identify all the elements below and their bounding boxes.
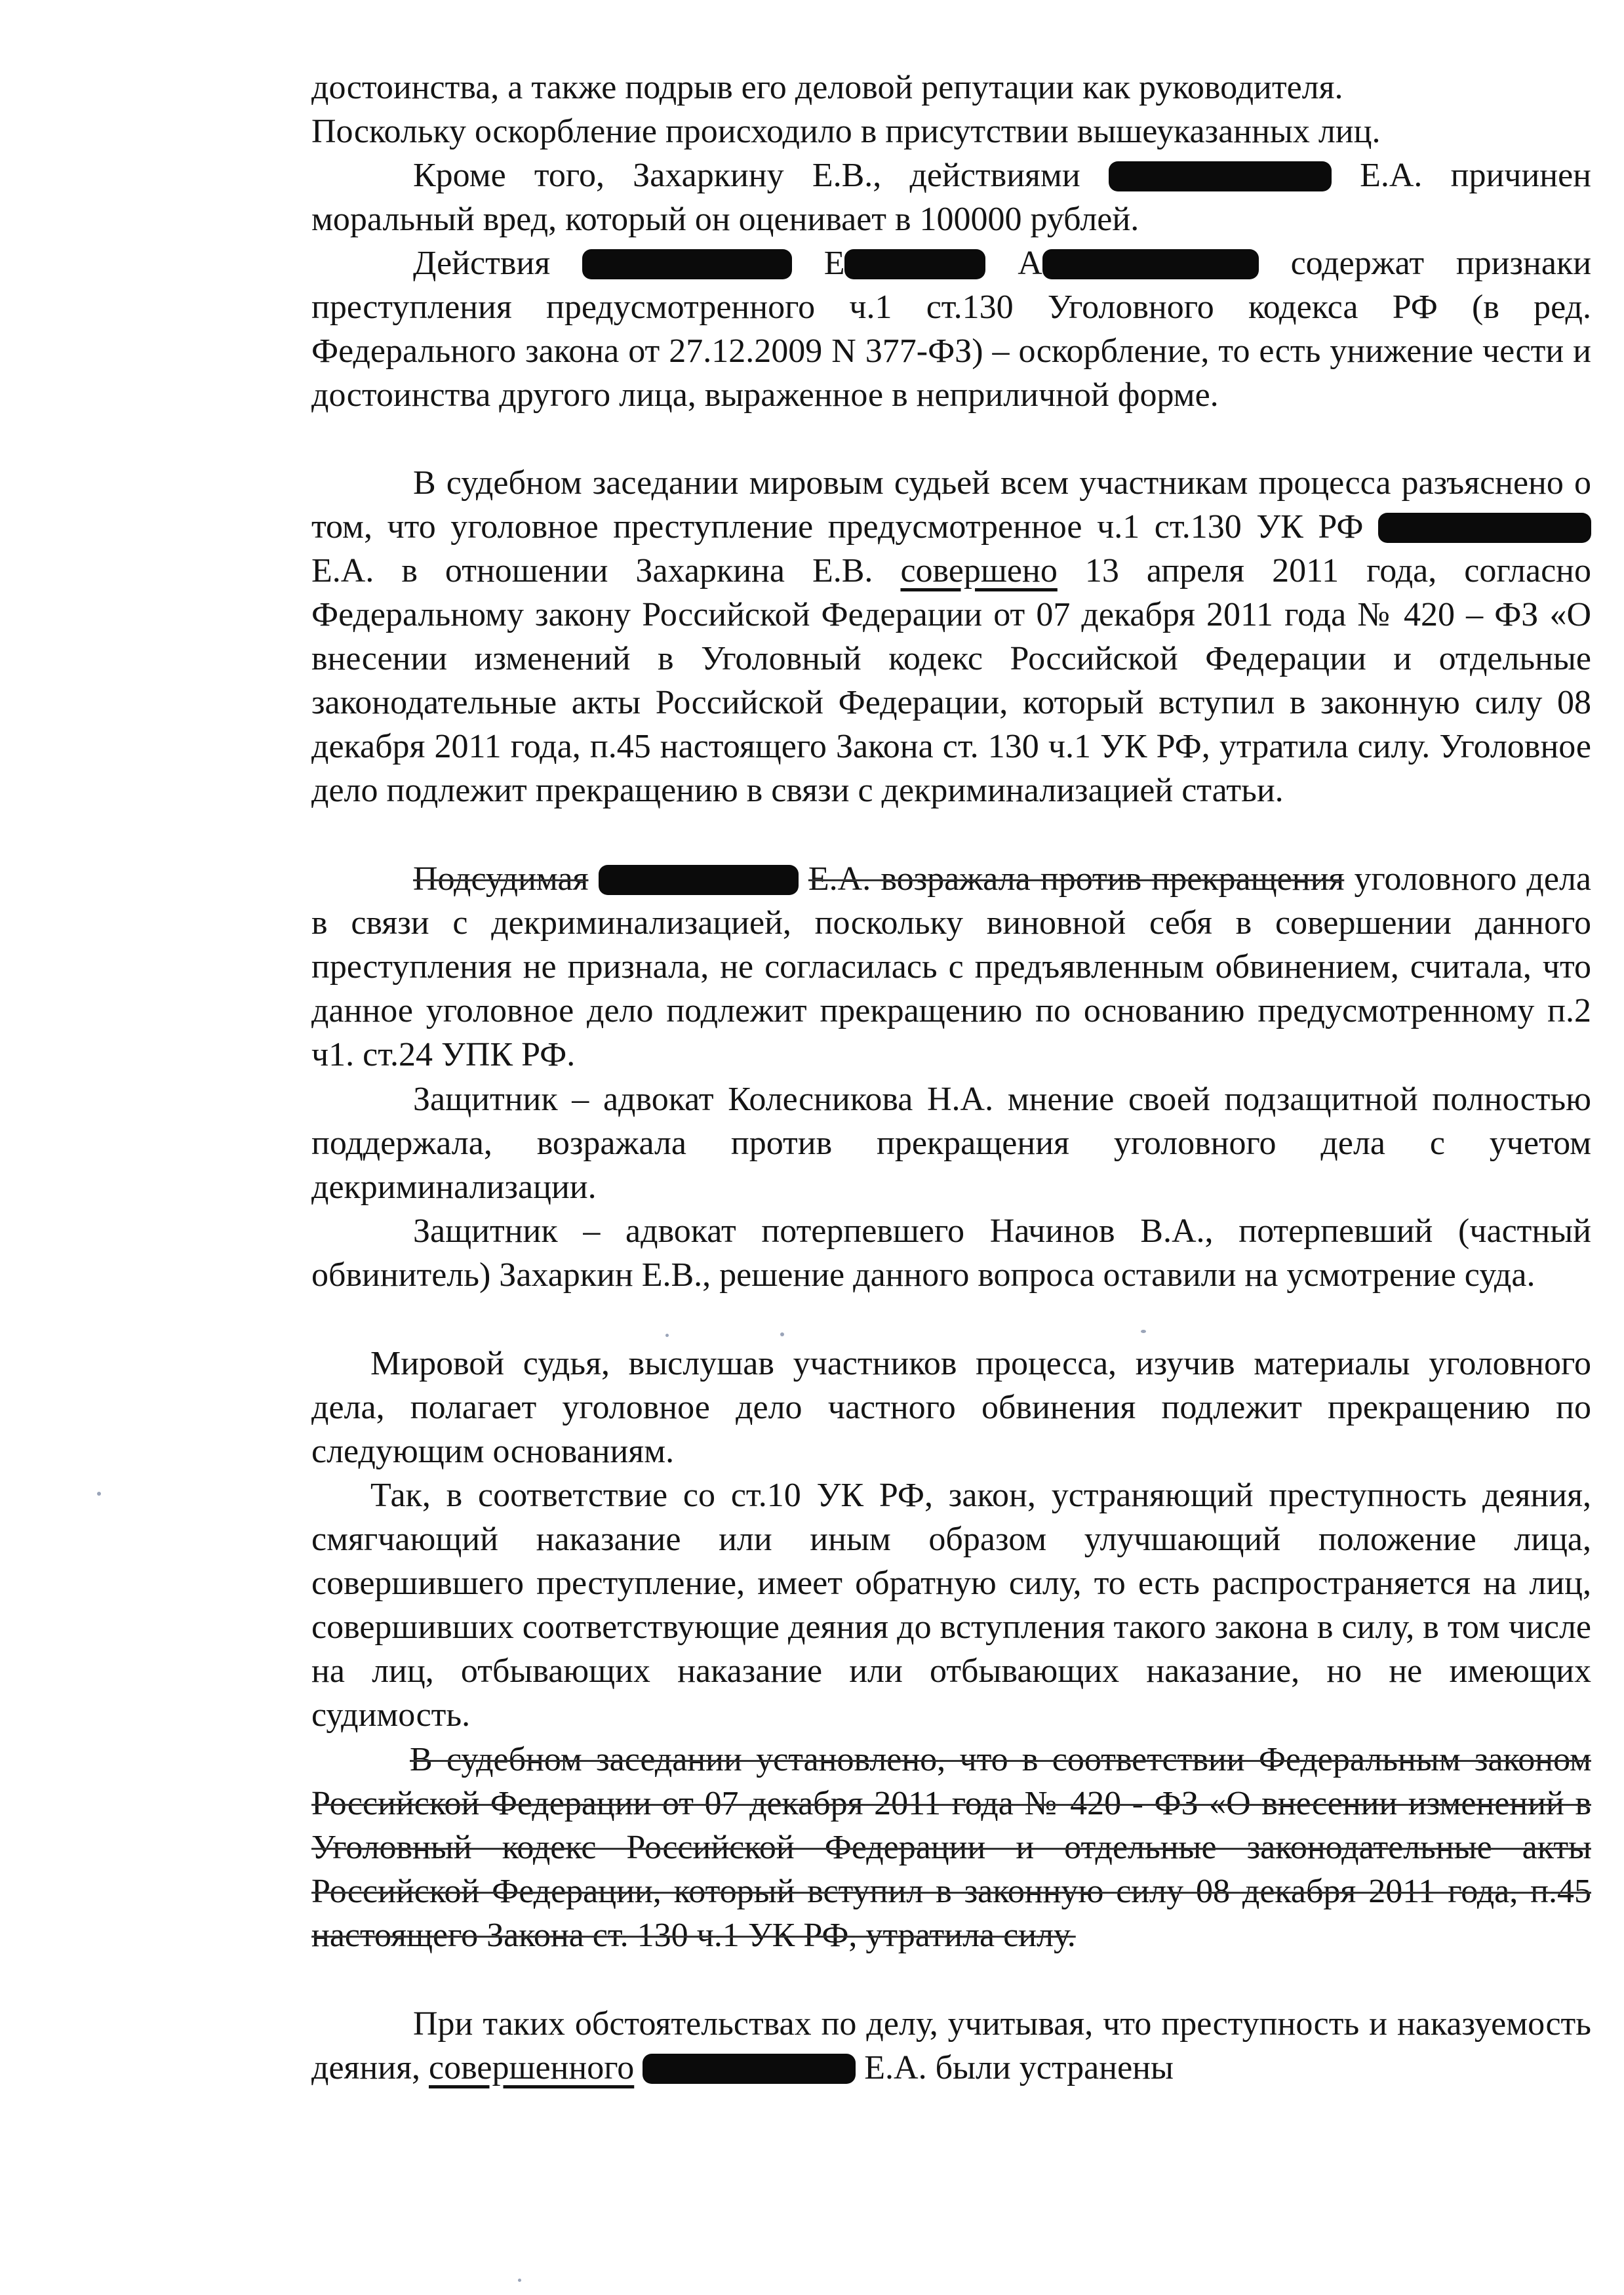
paragraph-4-text-b: Е.А. возражала против прекращения <box>808 860 1345 898</box>
paragraph-8: Так, в соответствие со ст.10 УК РФ, закон, устраняющий преступность деяния, смягчающий наказание или иным образом улучшающий положение лица, совершившего преступление, имеет обратную силу, то есть распространяется на лиц, совершивших соответствующие деяния до вступления такого закона в силу, в том числе на лиц, отбывающих наказание или отбывающих наказание, но не имеющих судимость. <box>311 1477 1591 1734</box>
redaction-bar <box>1109 161 1332 191</box>
scan-speck <box>665 1334 669 1337</box>
paragraph-10 <box>311 2002 1591 2090</box>
scan-speck <box>518 2279 521 2282</box>
redaction-bar <box>1378 513 1591 543</box>
paragraph-1 <box>311 153 1591 241</box>
paragraph-0 <box>311 66 1591 153</box>
redaction-bar <box>844 249 985 279</box>
paragraph-2-text-a: Действия <box>413 245 551 282</box>
paragraph-3-text-b: Е.А. в отношении Захаркина Е.В. <box>311 552 873 589</box>
paragraph-9 <box>311 1738 1591 1957</box>
paragraph-0-line-1: достоинства, а также подрыв его деловой репутации как руководителя. <box>311 69 1343 106</box>
paragraph-4 <box>311 857 1591 1077</box>
scan-speck <box>97 1492 101 1496</box>
scan-speck <box>1141 1330 1146 1333</box>
paragraph-4-text-c: уголовного дела в связи с декриминализацией, поскольку виновной себя в совершении данного преступления не признала, не согласилась с предъявленным обвинением, считала, что данное уголовное дело подлежит прекращению по основанию предусмотренному п.2 ч1. ст.24 УПК РФ. <box>311 860 1591 1073</box>
paragraph-10-text-a: При таких обстоятельствах по делу, учитывая, что преступность и наказуемость деяния, <box>311 2005 1591 2086</box>
paragraph-2-text-d: содержат признаки преступления предусмотренного ч.1 ст.130 Уголовного кодекса РФ (в ред. Федерального закона от 27.12.2009 N 377-ФЗ) – оскорбление, то есть унижение чести и достоинства другого лица, выраженное в неприличной форме. <box>311 245 1592 414</box>
redaction-bar <box>582 249 792 279</box>
paragraph-2 <box>311 241 1591 417</box>
paragraph-6: Защитник – адвокат потерпевшего Начинов В.А., потерпевший (частный обвинитель) Захаркин Е.В., решение данного вопроса оставили на усмотрение суда. <box>311 1212 1591 1294</box>
scan-speck <box>780 1332 784 1336</box>
paragraph-2-text-b: Е <box>823 245 845 282</box>
paragraph-3-text-a: В судебном заседании мировым судьей всем участникам процесса разъяснено о том, что уголовное преступление предусмотренное ч.1 ст.130 УК РФ <box>311 464 1591 546</box>
underlined-word: совершено <box>900 552 1058 589</box>
paragraph-4-text-a: Подсудимая <box>413 860 589 898</box>
paragraph-5: Защитник – адвокат Колесникова Н.А. мнение своей подзащитной полностью поддержала, возражала против прекращения уголовного дела с учетом декриминализации. <box>311 1081 1591 1206</box>
paragraph-2-text-c: А <box>1018 245 1042 282</box>
redaction-bar <box>599 865 799 895</box>
paragraph-3-text-d: 13 апреля 2011 года, согласно Федеральному закону Российской Федерации от 07 декабря 2011 года № 420 – ФЗ «О внесении изменений в Уголовный кодекс Российской Федерации и отдельные законодательные акты Российской Федерации, который вступил в законную силу 08 декабря 2011 года, п.45 настоящего Закона ст. 130 ч.1 УК РФ, утратила силу. Уголовное дело подлежит прекращению в связи с декриминализацией статьи. <box>311 552 1591 809</box>
underlined-word: совершенного <box>429 2049 635 2086</box>
paragraph-3 <box>311 461 1591 812</box>
paragraph-7: Мировой судья, выслушав участников процесса, изучив материалы уголовного дела, полагает уголовное дело частного обвинения подлежит прекращению по следующим основаниям. <box>311 1345 1591 1470</box>
paragraph-9-text: В судебном заседании установлено, что в соответствии Федеральным законом Российской Федерации от 07 декабря 2011 года № 420 - ФЗ «О внесении изменений в Уголовный кодекс Российской Федерации и отдельные законодательные акты Российской Федерации, который вступил в законную силу 08 декабря 2011 года, п.45 настоящего Закона ст. 130 ч.1 УК РФ, утратила силу. <box>311 1741 1591 1954</box>
paragraph-10-text-c: Е.А. были устранены <box>864 2049 1174 2086</box>
paragraph-1-text-b: Е.А. причинен моральный вред, который он оценивает в 100000 рублей. <box>311 157 1592 238</box>
redaction-bar <box>1042 249 1259 279</box>
paragraph-1-text-a: Кроме того, Захаркину Е.В., действиями <box>413 157 1080 194</box>
redaction-bar <box>643 2054 856 2084</box>
paragraph-0-line-2: Поскольку оскорбление происходило в присутствии вышеуказанных лиц. <box>311 113 1381 150</box>
